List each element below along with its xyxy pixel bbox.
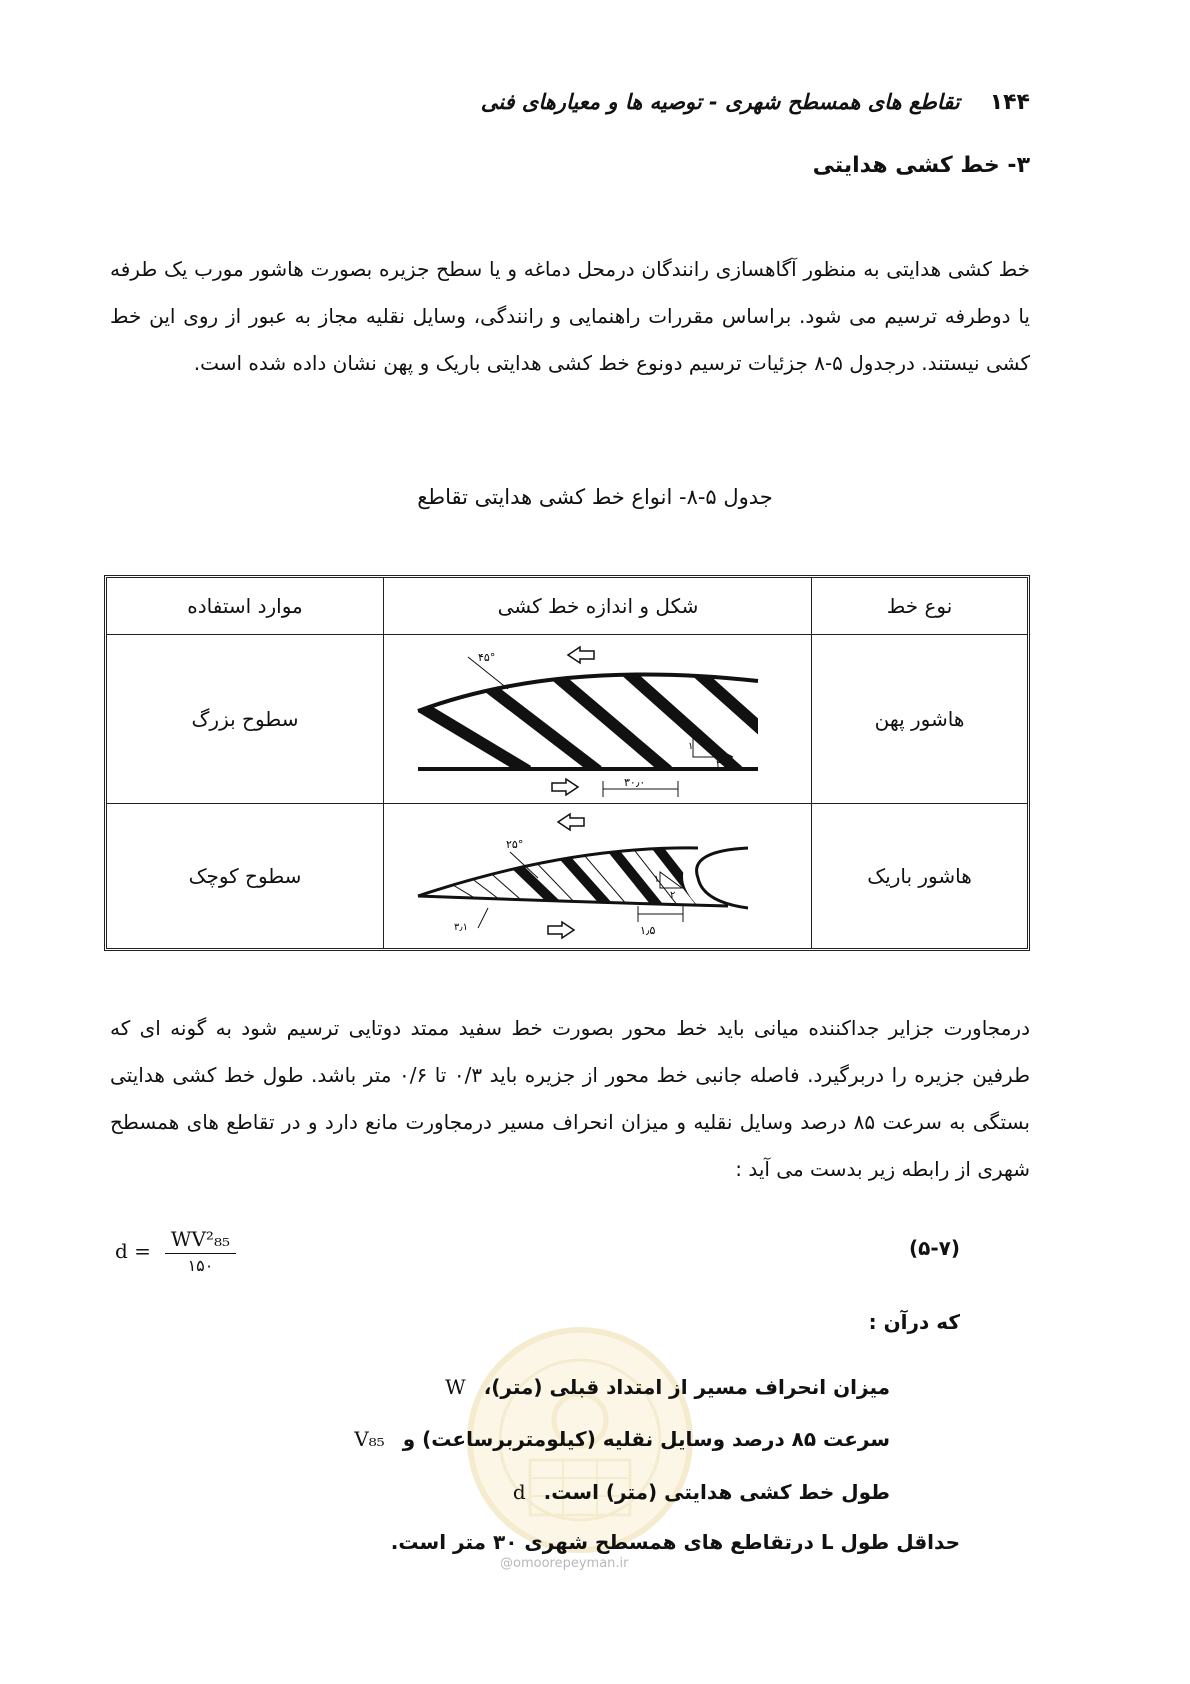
direction-arrow-icon <box>558 814 584 830</box>
formula-denominator: ۱۵۰ <box>187 1256 214 1275</box>
angle-label: ۴۵° <box>478 650 496 664</box>
wide-hatch-diagram <box>383 634 812 803</box>
formula <box>115 1227 236 1275</box>
definition-w <box>426 1375 890 1399</box>
table-row <box>107 803 1027 948</box>
angle-label: ۲۵° <box>506 837 524 851</box>
running-title: تقاطع های همسطح شهری - توصیه ها و معیارهای فنی <box>480 90 960 114</box>
ratio-v-label: ۱ <box>654 873 660 885</box>
where-label: که درآن : <box>868 1310 960 1334</box>
formula-fraction <box>165 1227 236 1275</box>
header-use: موارد استفاده <box>187 594 303 618</box>
table-header-row <box>107 578 1027 635</box>
definition-text: میزان انحراف مسیر از امتداد قبلی (متر)، <box>483 1375 890 1399</box>
row-use-wide: سطوح بزرگ <box>191 706 299 731</box>
width-label: ۳۰٫۰ <box>624 775 646 789</box>
definition-text: سرعت ۸۵ درصد وسایل نقلیه (کیلومتربرساعت) و <box>402 1427 890 1451</box>
row-use-narrow: سطوح کوچک <box>188 863 302 888</box>
equation-number: (۵-۷) <box>909 1236 960 1260</box>
width-label: ۱٫۵ <box>640 923 656 937</box>
body-paragraph: درمجاورت جزایر جداکننده میانی باید خط محور بصورت خط سفید ممتد دوتایی ترسیم شود به گونه ای که طرفین جزیره را دربرگیرد. فاصله جانبی خط محور از جزیره باید ۰/۳ تا ۰/۶ متر باشد. طول خط کشی هدایتی بستگی به سرعت ۸۵ درصد وسایل نقلیه و میزان انحراف مسیر درمجاورت مانع دارد و در تقاطع های همسطح شهری از رابطه زیر بدست می آید : <box>110 1016 1031 1181</box>
direction-arrow-icon <box>568 647 594 663</box>
narrow-hatch-diagram <box>383 803 812 948</box>
page-number: ۱۴۴ <box>989 89 1030 115</box>
guidance-lines-table <box>104 575 1030 951</box>
table-caption: جدول ۵-۸- انواع خط کشی هدایتی تقاطع <box>417 485 773 509</box>
ratio-h-label: ۲ <box>716 758 722 770</box>
ratio-v-label: ۱ <box>688 740 694 752</box>
definition-symbol: W <box>445 1375 466 1399</box>
header-type: نوع خط <box>811 578 1027 634</box>
header-shape: شکل و اندازه خط کشی <box>383 578 812 634</box>
watermark-text: @omoorepeyman.ir <box>500 1556 629 1571</box>
minimum-length-note: حداقل طول L درتقاطع های همسطح شهری ۳۰ متر است. <box>390 1530 960 1554</box>
running-header <box>440 82 1030 122</box>
table-row <box>107 634 1027 804</box>
direction-arrow-icon <box>552 779 578 795</box>
definition-d <box>486 1480 890 1504</box>
direction-arrow-icon <box>548 922 574 938</box>
small-dim-label: ۳٫۱ <box>454 921 468 933</box>
row-type-wide: هاشور پهن <box>811 634 1027 803</box>
row-type-narrow: هاشور باریک <box>811 803 1027 948</box>
intro-paragraph: خط کشی هدایتی به منظور آگاهسازی رانندگان درمحل دماغه و یا سطح جزیره بصورت هاشور مورب یک طرفه یا دوطرفه ترسیم می شود. براساس مقررات راهنمایی و رانندگی، وسایل نقلیه مجاز به عبور از روی این خط کشی نیستند. درجدول ۵-۸ جزئیات ترسیم دونوع خط کشی هدایتی باریک و پهن نشان داده شده است. <box>110 257 1030 375</box>
formula-numerator: WV²₈₅ <box>165 1227 236 1254</box>
section-title: ۳- خط کشی هدایتی <box>812 153 1030 178</box>
formula-lhs: d = <box>115 1239 151 1263</box>
definition-text: طول خط کشی هدایتی (متر) است. <box>543 1480 890 1504</box>
definition-symbol: d <box>512 1480 526 1504</box>
definition-v85 <box>345 1427 890 1451</box>
definition-symbol: V₈₅ <box>354 1427 385 1451</box>
ratio-h-label: ۲ <box>670 889 676 901</box>
